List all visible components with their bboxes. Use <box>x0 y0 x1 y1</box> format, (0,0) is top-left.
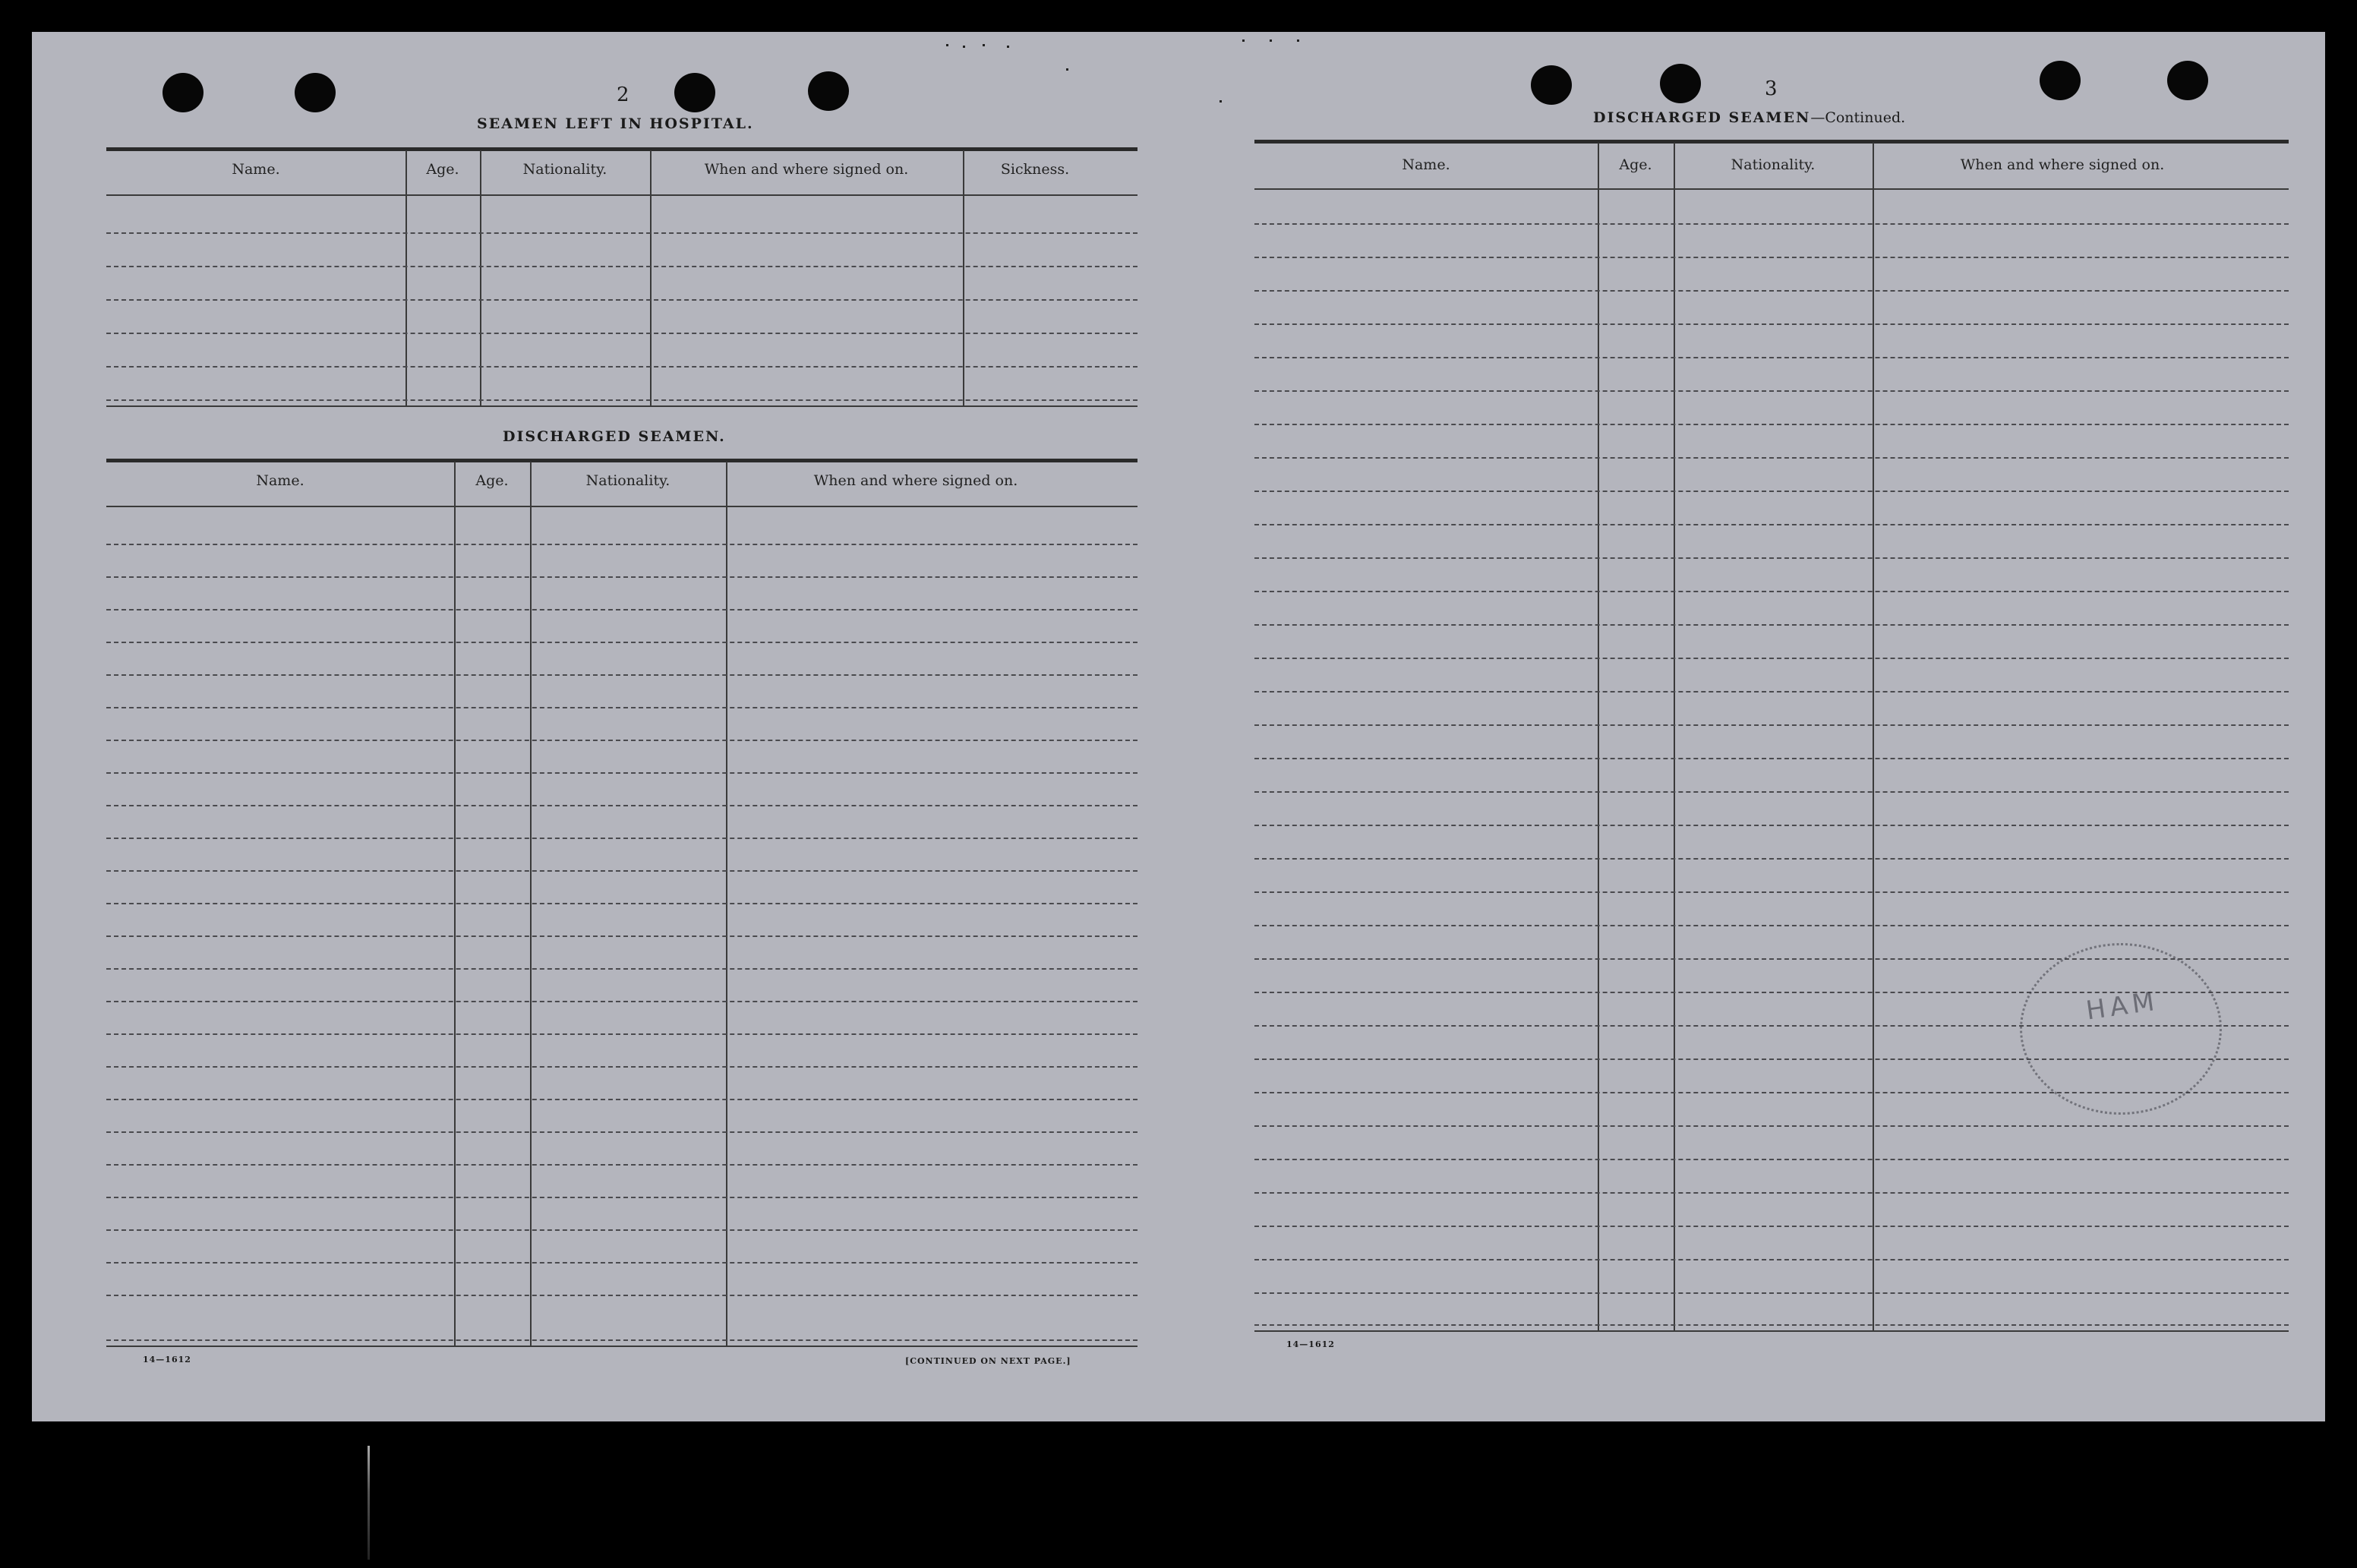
scan-speck <box>963 46 965 48</box>
table-row <box>1254 825 2289 826</box>
table-row <box>106 576 1137 578</box>
table-row <box>1254 1324 2289 1326</box>
column-divider <box>1873 143 1874 1330</box>
col-header-age: Age. <box>1619 156 1652 173</box>
punch-hole <box>1660 64 1701 103</box>
table-row <box>1254 591 2289 592</box>
col-header-age: Age. <box>426 161 459 178</box>
table-row <box>106 772 1137 774</box>
col-header-nationality: Nationality. <box>522 161 607 178</box>
table-row <box>106 232 1137 234</box>
table-row <box>106 1197 1137 1198</box>
col-header-signed-on: When and where signed on. <box>1960 156 2165 173</box>
table-row <box>106 609 1137 610</box>
table-row <box>1254 724 2289 726</box>
table-row <box>106 1229 1137 1231</box>
table-row <box>106 399 1137 401</box>
col-header-signed-on: When and where signed on. <box>704 161 909 178</box>
table-row <box>106 903 1137 904</box>
table-row <box>106 333 1137 334</box>
table-row <box>1254 557 2289 559</box>
table-top-rule <box>106 147 1137 151</box>
col-header-name: Name. <box>1402 156 1450 173</box>
table-row <box>1254 1292 2289 1294</box>
scanned-form-sheet <box>32 32 2325 1421</box>
header-bottom-rule <box>1254 188 2289 190</box>
scan-speck <box>1220 100 1222 103</box>
table-row <box>1254 1159 2289 1160</box>
scan-speck <box>1297 39 1299 42</box>
scan-speck <box>1270 39 1272 42</box>
table-row <box>106 544 1137 545</box>
punch-hole <box>2040 61 2081 100</box>
table-row <box>106 366 1137 368</box>
table-row <box>106 1262 1137 1264</box>
table-row <box>106 299 1137 301</box>
table-row <box>1254 791 2289 793</box>
col-header-nationality: Nationality. <box>585 472 670 489</box>
continued-note: [CONTINUED ON NEXT PAGE.] <box>905 1356 1071 1366</box>
table-row <box>106 1099 1137 1100</box>
header-bottom-rule <box>106 506 1137 507</box>
table-top-rule <box>1254 140 2289 144</box>
table-row <box>1254 925 2289 926</box>
table-top-rule <box>106 459 1137 462</box>
column-divider <box>1674 143 1675 1330</box>
table-bottom-rule <box>106 1346 1137 1347</box>
table-row <box>106 1033 1137 1035</box>
scan-speck <box>1007 46 1009 48</box>
punch-hole <box>808 71 849 111</box>
scan-mark <box>368 1446 370 1560</box>
table-row <box>1254 223 2289 225</box>
table-row <box>106 805 1137 806</box>
discharged-section-title: DISCHARGED SEAMEN. <box>503 428 726 445</box>
table-row <box>1254 457 2289 459</box>
scan-speck <box>946 44 948 46</box>
table-row <box>1254 691 2289 693</box>
table-row <box>106 1339 1137 1341</box>
table-row <box>1254 491 2289 492</box>
table-row <box>1254 1125 2289 1127</box>
table-row <box>1254 1226 2289 1227</box>
table-row <box>1254 257 2289 258</box>
col-header-name: Name. <box>232 161 280 178</box>
table-row <box>106 870 1137 872</box>
right-page-number: 3 <box>1765 77 1778 100</box>
table-row <box>1254 323 2289 325</box>
col-header-name: Name. <box>256 472 304 489</box>
table-row <box>1254 758 2289 759</box>
punch-hole <box>2167 61 2208 100</box>
table-row <box>106 1066 1137 1068</box>
table-row <box>106 674 1137 676</box>
table-row <box>1254 390 2289 392</box>
discharged-title-text: DISCHARGED SEAMEN <box>1593 109 1811 126</box>
table-row <box>106 838 1137 839</box>
table-row <box>1254 1259 2289 1260</box>
scan-speck <box>1066 68 1068 71</box>
right-form-number: 14—1612 <box>1286 1339 1335 1349</box>
table-row <box>106 1164 1137 1166</box>
table-row <box>106 1131 1137 1133</box>
table-row <box>1254 624 2289 626</box>
header-bottom-rule <box>106 194 1137 196</box>
table-bottom-rule <box>106 405 1137 407</box>
table-row <box>106 935 1137 937</box>
col-header-signed-on: When and where signed on. <box>813 472 1018 489</box>
col-header-sickness: Sickness. <box>1000 161 1070 178</box>
punch-hole <box>162 73 204 112</box>
table-row <box>1254 290 2289 292</box>
table-row <box>1254 424 2289 425</box>
table-row <box>106 1001 1137 1002</box>
table-row <box>106 642 1137 643</box>
table-row <box>106 968 1137 970</box>
table-row <box>106 707 1137 708</box>
table-row <box>1254 891 2289 893</box>
punch-hole <box>674 73 715 112</box>
scan-speck <box>983 44 985 46</box>
table-row <box>1254 524 2289 525</box>
left-page-number: 2 <box>617 84 629 106</box>
table-row <box>1254 1192 2289 1194</box>
scan-speck <box>1242 39 1245 42</box>
hospital-section-title: SEAMEN LEFT IN HOSPITAL. <box>477 115 754 132</box>
table-row <box>1254 357 2289 358</box>
stamp-text: HAM <box>2084 986 2161 1027</box>
punch-hole <box>1531 65 1572 105</box>
column-divider <box>1598 143 1599 1330</box>
continued-suffix: —Continued. <box>1810 109 1906 126</box>
table-row <box>1254 658 2289 659</box>
table-row <box>106 266 1137 267</box>
col-header-age: Age. <box>475 472 509 489</box>
faded-port-stamp <box>2020 943 2222 1115</box>
table-bottom-rule <box>1254 1330 2289 1332</box>
table-row <box>1254 858 2289 860</box>
discharged-continued-title <box>1593 109 1905 126</box>
table-row <box>106 740 1137 741</box>
col-header-nationality: Nationality. <box>1731 156 1816 173</box>
table-row <box>106 1295 1137 1296</box>
left-form-number: 14—1612 <box>143 1355 191 1365</box>
punch-hole <box>295 73 336 112</box>
